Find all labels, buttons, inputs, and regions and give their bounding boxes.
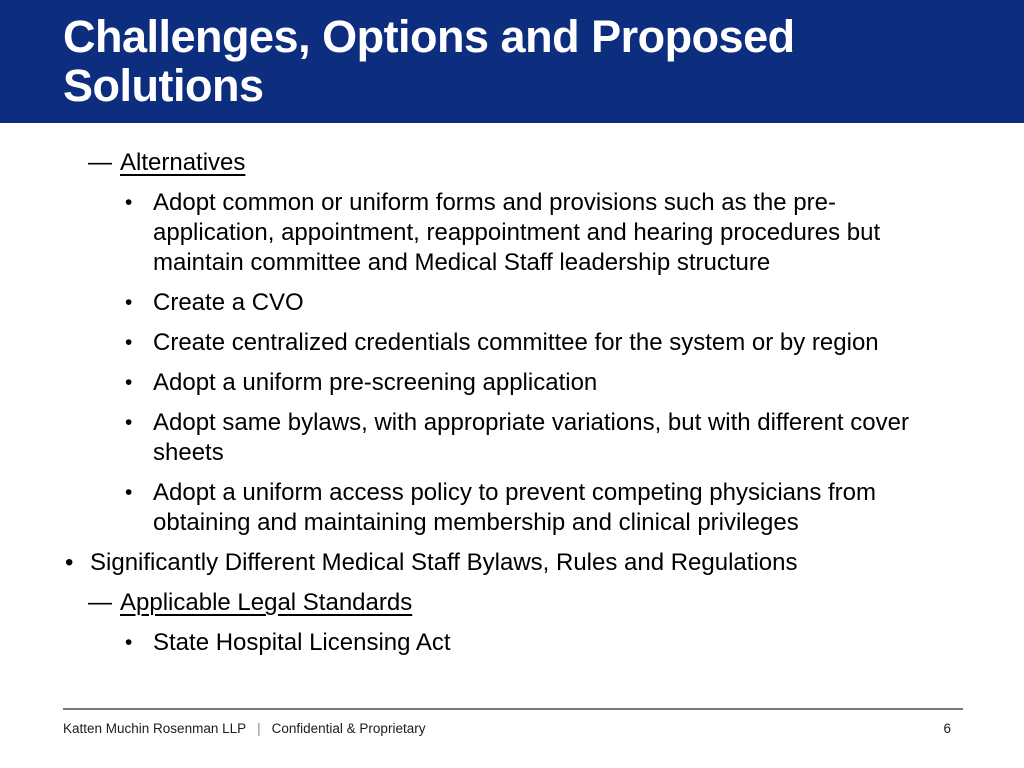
list-item <box>0 548 940 578</box>
list-item-text: Applicable Legal Standards <box>120 589 413 616</box>
bullet-marker: • <box>125 331 133 354</box>
list-item <box>0 188 940 278</box>
list-item-text: Adopt a uniform access policy to prevent competing physicians from obtaining and maintaining membership and clinical privileges <box>153 479 877 536</box>
bullet-marker: • <box>125 371 133 394</box>
list-item <box>0 328 940 358</box>
list-item-text: Create a CVO <box>153 289 304 316</box>
list-item <box>0 288 940 318</box>
list-item-text: Alternatives <box>120 149 246 176</box>
dash-marker: — <box>88 589 112 616</box>
footer-divider <box>63 708 963 710</box>
dash-marker: — <box>88 149 112 176</box>
page-number: 6 <box>943 721 951 736</box>
list-item <box>0 368 940 398</box>
footer-separator: | <box>257 721 261 736</box>
list-item-text: Significantly Different Medical Staff Bylaws, Rules and Regulations <box>90 549 798 576</box>
list-item-text: State Hospital Licensing Act <box>153 629 451 656</box>
bullet-marker: • <box>125 481 133 504</box>
footer-confidentiality-label: Confidential & Proprietary <box>271 721 426 736</box>
list-item <box>0 148 940 178</box>
bullet-marker: • <box>125 291 133 314</box>
bullet-marker: • <box>125 191 133 214</box>
list-item <box>0 588 940 618</box>
slide-footer <box>63 721 963 736</box>
bullet-list <box>0 148 940 658</box>
list-item-text: Adopt common or uniform forms and provisions such as the pre-application, appointment, reappointment and hearing procedures but maintain committee and Medical Staff leadership structure <box>153 189 881 276</box>
slide-body <box>0 123 1024 668</box>
footer-firm-name: Katten Muchin Rosenman LLP <box>63 721 247 736</box>
list-item-text: Adopt same bylaws, with appropriate variations, but with different cover sheets <box>153 409 909 466</box>
bullet-marker: • <box>65 549 74 576</box>
bullet-marker: • <box>125 411 133 434</box>
list-item <box>0 628 940 658</box>
list-item <box>0 478 940 538</box>
slide-title: Challenges, Options and Proposed Solutions <box>63 11 795 111</box>
title-bar <box>0 0 1024 123</box>
list-item-text: Adopt a uniform pre-screening application <box>153 369 598 396</box>
list-item-text: Create centralized credentials committee for the system or by region <box>153 329 879 356</box>
list-item <box>0 408 940 468</box>
bullet-marker: • <box>125 631 133 654</box>
